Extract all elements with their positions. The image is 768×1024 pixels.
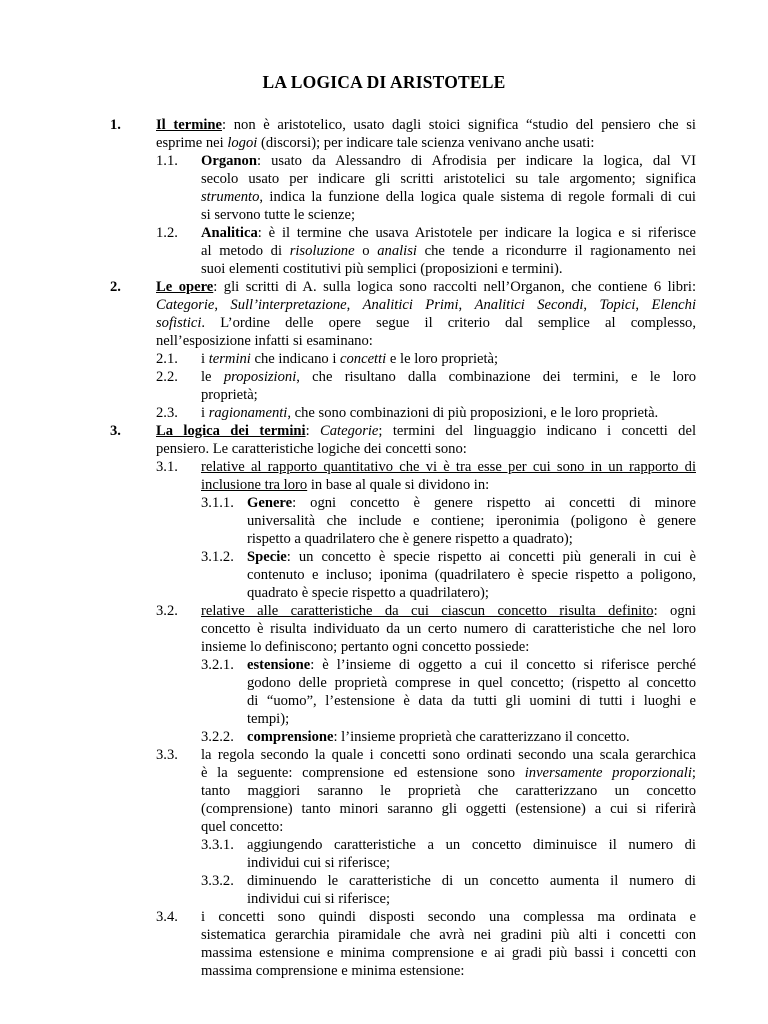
section-2-1-text: i termini che indicano i concetti e le loro proprietà; (201, 351, 499, 367)
section-3-number: 3. (110, 423, 121, 439)
section-2-3-text: i ragionamenti, che sono combinazioni di più proposizioni, e le loro proprietà. (201, 405, 659, 421)
section-3-2-2-text: comprensione: l’insieme proprietà che caratterizzano il concetto. (247, 729, 630, 745)
section-3-text: La logica dei termini: Categorie; termini del linguaggio indicano i concetti del pensiero. Le caratteristiche logiche dei concetti sono: (156, 423, 696, 458)
section-1-1-number: 1.1. (156, 153, 178, 169)
section-1-text: Il termine: non è aristotelico, usato dagli stoici significa “studio del pensiero che si esprime nei logoi (discorsi); per indicare tale scienza venivano anche usati: (156, 117, 696, 152)
section-3-1-1-text: Genere: ogni concetto è genere rispetto ai concetti di minore universalità che include e contiene; iperonimia (poligono è genere rispetto a quadrilatero che è genere rispetto a quadrato); (247, 495, 696, 548)
section-2-2-text: le proposizioni, che risultano dalla combinazione dei termini, e le loro proprietà; (201, 369, 697, 404)
section-1-1-text: Organon: usato da Alessandro di Afrodisia per indicare la logica, dal VI secolo usato per indicare gli scritti aristotelici su tale argomento; significa strumento, indica la funzione della logica quale sistema di regole formali di cui si servono tutte le scienze; (201, 153, 696, 224)
section-3-2-1-heading: estensione (247, 657, 311, 673)
document-title: LA LOGICA DI ARISTOTELE (262, 72, 506, 92)
section-3-1-2-number: 3.1.2. (201, 549, 234, 565)
section-3-3-1-number: 3.3.1. (201, 837, 234, 853)
section-2-3-number: 2.3. (156, 405, 178, 421)
section-3-3-1-text: aggiungendo caratteristiche a un concetto diminuisce il numero di individui cui si riferisce; (247, 837, 696, 872)
section-1-heading: Il termine (156, 117, 223, 133)
section-3-3-2-number: 3.3.2. (201, 873, 234, 889)
section-3-1-text: relative al rapporto quantitativo che vi è tra esse per cui sono in un rapporto di inclusione tra loro in base al quale si dividono in: (201, 459, 696, 494)
section-3-3-2-text: diminuendo le caratteristiche di un concetto aumenta il numero di individui cui si riferisce; (247, 873, 696, 908)
section-3-2-2-number: 3.2.2. (201, 729, 234, 745)
section-3-1-2-text: Specie: un concetto è specie rispetto ai concetti più generali in cui è contenuto e incluso; iponima (quadrilatero è specie rispetto a poligono, quadrato è specie rispetto a quadrilatero); (247, 549, 696, 602)
section-2-text: Le opere: gli scritti di A. sulla logica sono raccolti nell’Organon, che contiene 6 libri: Categorie, Sull’interpretazione, Analitici Primi, Analitici Secondi, Topici, Elenchi sofistici. L’ordine delle opere segue il criterio dal semplice al complesso, nell’esposizione infatti si esaminano: (156, 279, 697, 350)
section-3-1-number: 3.1. (156, 459, 178, 475)
section-3-4-number: 3.4. (156, 909, 178, 925)
section-1-1-heading: Organon (201, 153, 257, 169)
section-3-2-2-heading: comprensione (247, 729, 334, 745)
section-3-2-text: relative alle caratteristiche da cui ciascun concetto risulta definito: ogni concetto è risulta individuato da un certo numero di caratteristiche che nel loro insieme lo definiscono; pertanto ogni concetto possiede: (201, 603, 696, 656)
section-1-2-number: 1.2. (156, 225, 178, 241)
section-3-1-1-heading: Genere (247, 495, 293, 511)
section-3-2-1-text: estensione: è l’insieme di oggetto a cui il concetto si riferisce perché godono delle proprietà comprese in quel concetto; (rispetto al concetto di “uomo”, l’estensione è data da tutti gli uomini di tutti i luoghi e tempi); (247, 657, 696, 728)
section-2-number: 2. (110, 279, 121, 295)
section-1-number: 1. (110, 117, 121, 133)
section-2-1-number: 2.1. (156, 351, 178, 367)
section-3-3-number: 3.3. (156, 747, 178, 763)
section-3-1-1-number: 3.1.1. (201, 495, 234, 511)
section-1-2-heading: Analitica (201, 225, 258, 241)
section-3-4-text: i concetti sono quindi disposti secondo una complessa ma ordinata e sistematica gerarchia piramidale che avrà nei gradini più alti i concetti con massima estensione e minima comprensione e ai gradi più bassi i concetti con massima comprensione e minima estensione: (201, 909, 696, 980)
section-1-2-text: Analitica: è il termine che usava Aristotele per indicare la logica e si riferisce al metodo di risoluzione o analisi che tende a ricondurre il ragionamento nei suoi elementi costitutivi più semplici (proposizioni e termini). (201, 225, 697, 278)
section-3-3-text: la regola secondo la quale i concetti sono ordinati secondo una scala gerarchica è la seguente: comprensione ed estensione sono inversamente proporzionali; tanto maggiori saranno le proprietà che caratterizzano un concetto (comprensione) tanto minori saranno gli oggetti (estensione) a cui si riferirà quel concetto: (201, 747, 696, 836)
section-3-1-2-heading: Specie (247, 549, 287, 565)
section-3-2-number: 3.2. (156, 603, 178, 619)
section-2-heading: Le opere (156, 279, 214, 295)
section-3-2-1-number: 3.2.1. (201, 657, 234, 673)
section-3-heading: La logica dei termini (156, 423, 306, 439)
section-2-2-number: 2.2. (156, 369, 178, 385)
